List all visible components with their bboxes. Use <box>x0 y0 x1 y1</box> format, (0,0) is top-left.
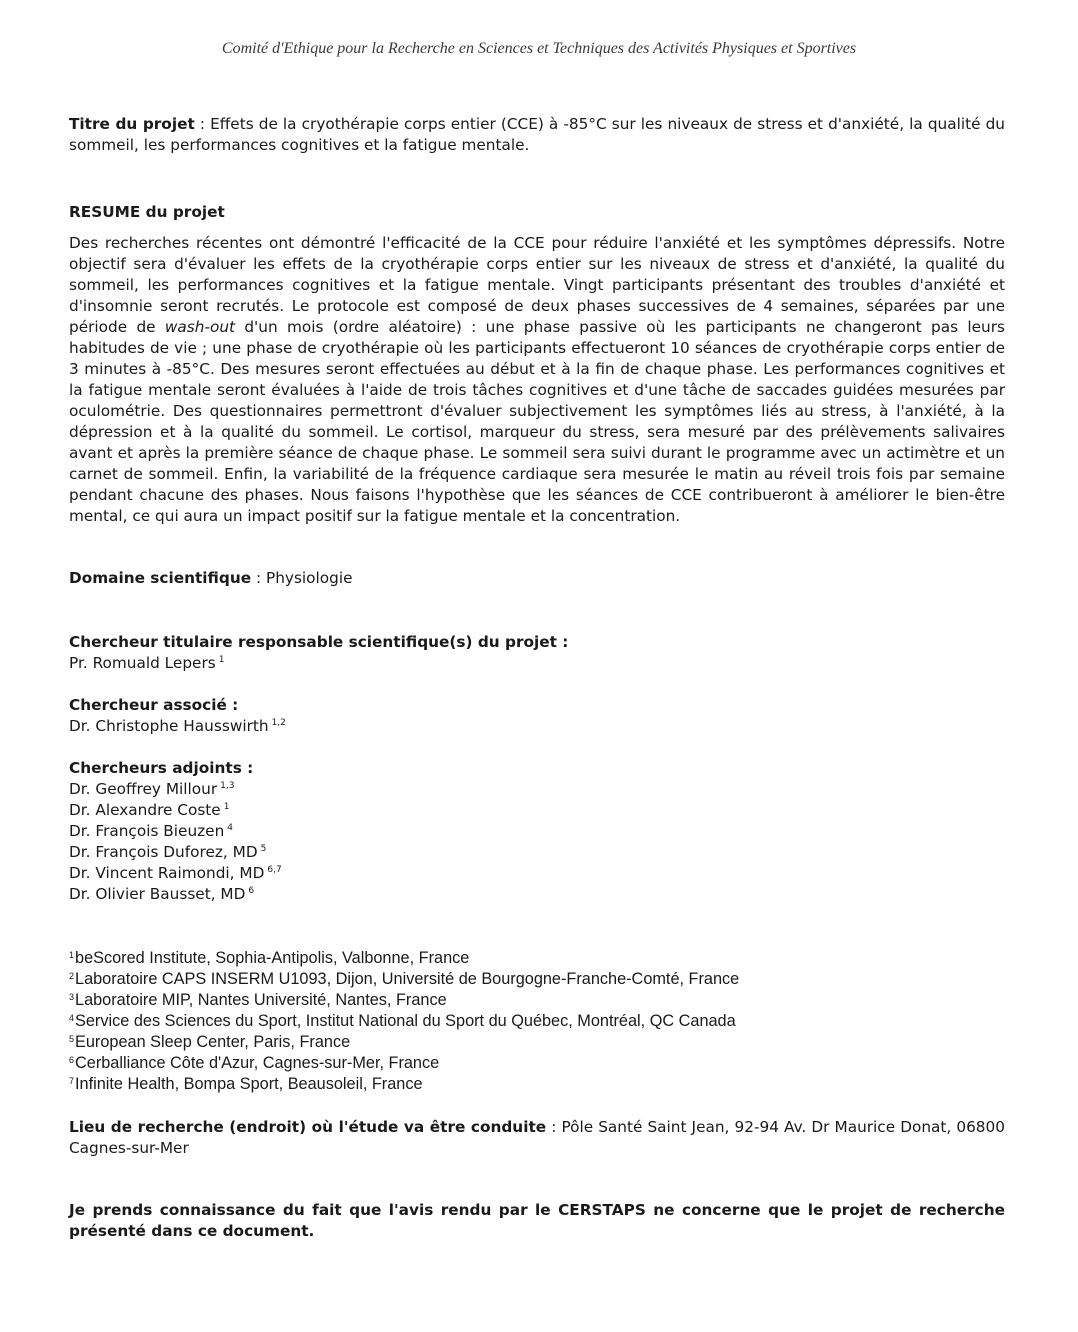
adjoint-name: Dr. Vincent Raimondi, MD <box>69 864 265 882</box>
summary-heading: RESUME du projet <box>69 203 225 221</box>
adjoints-heading: Chercheurs adjoints : <box>69 759 254 777</box>
research-location <box>69 1117 1005 1159</box>
affiliation-text: European Sleep Center, Paris, France <box>75 1033 351 1051</box>
scientific-domain-label: Domaine scientifique <box>69 569 252 587</box>
main-investigator-name-line <box>69 653 1005 674</box>
affiliation-item <box>69 990 1005 1011</box>
scientific-domain-value: Physiologie <box>265 569 353 587</box>
affiliation-item <box>69 1053 1005 1074</box>
summary-text-part1: Des recherches récentes ont démontré l'efficacité de la CCE pour réduire l'anxiété et les symptômes dépressifs. Notre objectif sera d'évaluer les effets de la cryothérapie corps entier sur les niveaux de stress et d'anxiété, la qualité du sommeil, les performances cognitives et la fatigue mentale. Vingt participants présentant des troubles d'anxiété et d'insomnie seront recrutés. Le protocole est composé de deux phases successives de 4 semaines, séparées par une période de <box>69 234 1005 336</box>
affiliation-item <box>69 1011 1005 1032</box>
main-investigator-affiliation: 1 <box>218 655 225 665</box>
adjoint-name: Dr. François Bieuzen <box>69 822 225 840</box>
research-location-value: Pôle Santé Saint Jean, 92-94 Av. Dr Maurice Donat, 06800 Cagnes-sur-Mer <box>69 1118 1005 1157</box>
summary-text-italic: wash-out <box>164 318 236 336</box>
affiliation-item <box>69 1074 1005 1095</box>
adjoint-item <box>69 821 1005 842</box>
affiliation-text: Laboratoire CAPS INSERM U1093, Dijon, Université de Bourgogne-Franche-Comté, France <box>75 970 740 988</box>
project-title <box>69 114 1005 156</box>
adjoints-section <box>69 758 1005 905</box>
adjoint-affiliation: 4 <box>227 823 234 833</box>
page-header: Comité d'Ethique pour la Recherche en Sciences et Techniques des Activités Physiques et Sportives <box>221 40 857 57</box>
main-investigator-heading: Chercheur titulaire responsable scientifique(s) du projet : <box>69 633 569 651</box>
adjoint-item <box>69 884 1005 905</box>
adjoint-name: Dr. Alexandre Coste <box>69 801 221 819</box>
adjoint-name: Dr. Olivier Bausset, MD <box>69 885 246 903</box>
associate-name-line <box>69 716 1005 737</box>
affiliation-number: 1 <box>69 950 75 960</box>
adjoint-name: Dr. François Duforez, MD <box>69 843 258 861</box>
adjoint-affiliation: 1,3 <box>220 781 235 791</box>
adjoint-item <box>69 779 1005 800</box>
affiliation-number: 7 <box>69 1076 75 1086</box>
affiliation-text: beScored Institute, Sophia-Antipolis, Valbonne, France <box>75 949 470 967</box>
document-body <box>69 114 1005 1242</box>
affiliation-number: 6 <box>69 1055 75 1065</box>
affiliation-text: Cerballiance Côte d'Azur, Cagnes-sur-Mer, France <box>75 1054 440 1072</box>
affiliation-item <box>69 969 1005 990</box>
project-title-separator: : <box>194 115 211 133</box>
project-title-text: Effets de la cryothérapie corps entier (CCE) à -85°C sur les niveaux de stress et d'anxiété, la qualité du sommeil, les performances cognitives et la fatigue mentale. <box>69 115 1005 154</box>
affiliation-item <box>69 1032 1005 1053</box>
associate-affiliation: 1,2 <box>271 718 286 728</box>
adjoint-name: Dr. Geoffrey Millour <box>69 780 218 798</box>
summary-text-part2: d'un mois (ordre aléatoire) : une phase passive où les participants ne changeront pas leurs habitudes de vie ; une phase de cryothérapie où les participants effectueront 10 séances de cryothérapie corps entier de 3 minutes à -85°C. Des mesures seront effectuées au début et à la fin de chaque phase. Les performances cognitives et la fatigue mentale seront évaluées à l'aide de trois tâches cognitives et d'une tâche de saccades guidées mesurées par oculométrie. Des questionnaires permettront d'évaluer subjectivement les symptômes liés au stress, à l'anxiété, à la dépression et à la qualité du sommeil. Le cortisol, marqueur du stress, sera mesuré par des prélèvements salivaires avant et après la première séance de chaque phase. Le sommeil sera suivi durant le programme avec un actimètre et un carnet de sommeil. Enfin, la variabilité de la fréquence cardiaque sera mesurée le matin au réveil trois fois par semaine pendant chacune des phases. Nous faisons l'hypothèse que les séances de CCE contribueront à améliorer le bien-être mental, ce qui aura un impact positif sur la fatigue mentale et la concentration. <box>69 318 1005 525</box>
affiliation-number: 3 <box>69 992 75 1002</box>
adjoint-affiliation: 1 <box>223 802 230 812</box>
affiliation-text: Laboratoire MIP, Nantes Université, Nantes, France <box>75 991 447 1009</box>
affiliation-number: 5 <box>69 1034 75 1044</box>
affiliation-text: Infinite Health, Bompa Sport, Beausoleil, France <box>75 1075 423 1093</box>
associate-heading: Chercheur associé : <box>69 696 239 714</box>
scientific-domain <box>69 568 1005 589</box>
summary-text <box>69 233 1005 527</box>
adjoint-item <box>69 800 1005 821</box>
research-location-label: Lieu de recherche (endroit) où l'étude va être conduite <box>69 1118 547 1136</box>
adjoint-affiliation: 6,7 <box>267 865 282 875</box>
affiliation-number: 4 <box>69 1013 75 1023</box>
adjoint-item <box>69 863 1005 884</box>
associate-name: Dr. Christophe Hausswirth <box>69 717 269 735</box>
affiliation-text: Service des Sciences du Sport, Institut National du Sport du Québec, Montréal, QC Canada <box>75 1012 736 1030</box>
affiliation-item <box>69 948 1005 969</box>
associate-section <box>69 695 1005 737</box>
main-investigator-section <box>69 632 1005 674</box>
adjoint-affiliation: 6 <box>248 886 255 896</box>
affiliation-number: 2 <box>69 971 75 981</box>
affiliations-list <box>69 948 1005 1095</box>
main-investigator-name: Pr. Romuald Lepers <box>69 654 216 672</box>
project-title-label: Titre du projet <box>69 115 195 133</box>
scientific-domain-separator: : <box>251 569 266 587</box>
disclaimer: Je prends connaissance du fait que l'avis rendu par le CERSTAPS ne concerne que le projet de recherche présenté dans ce document. <box>69 1201 1005 1240</box>
adjoint-affiliation: 5 <box>260 844 267 854</box>
adjoint-item <box>69 842 1005 863</box>
research-location-separator: : <box>546 1118 562 1136</box>
